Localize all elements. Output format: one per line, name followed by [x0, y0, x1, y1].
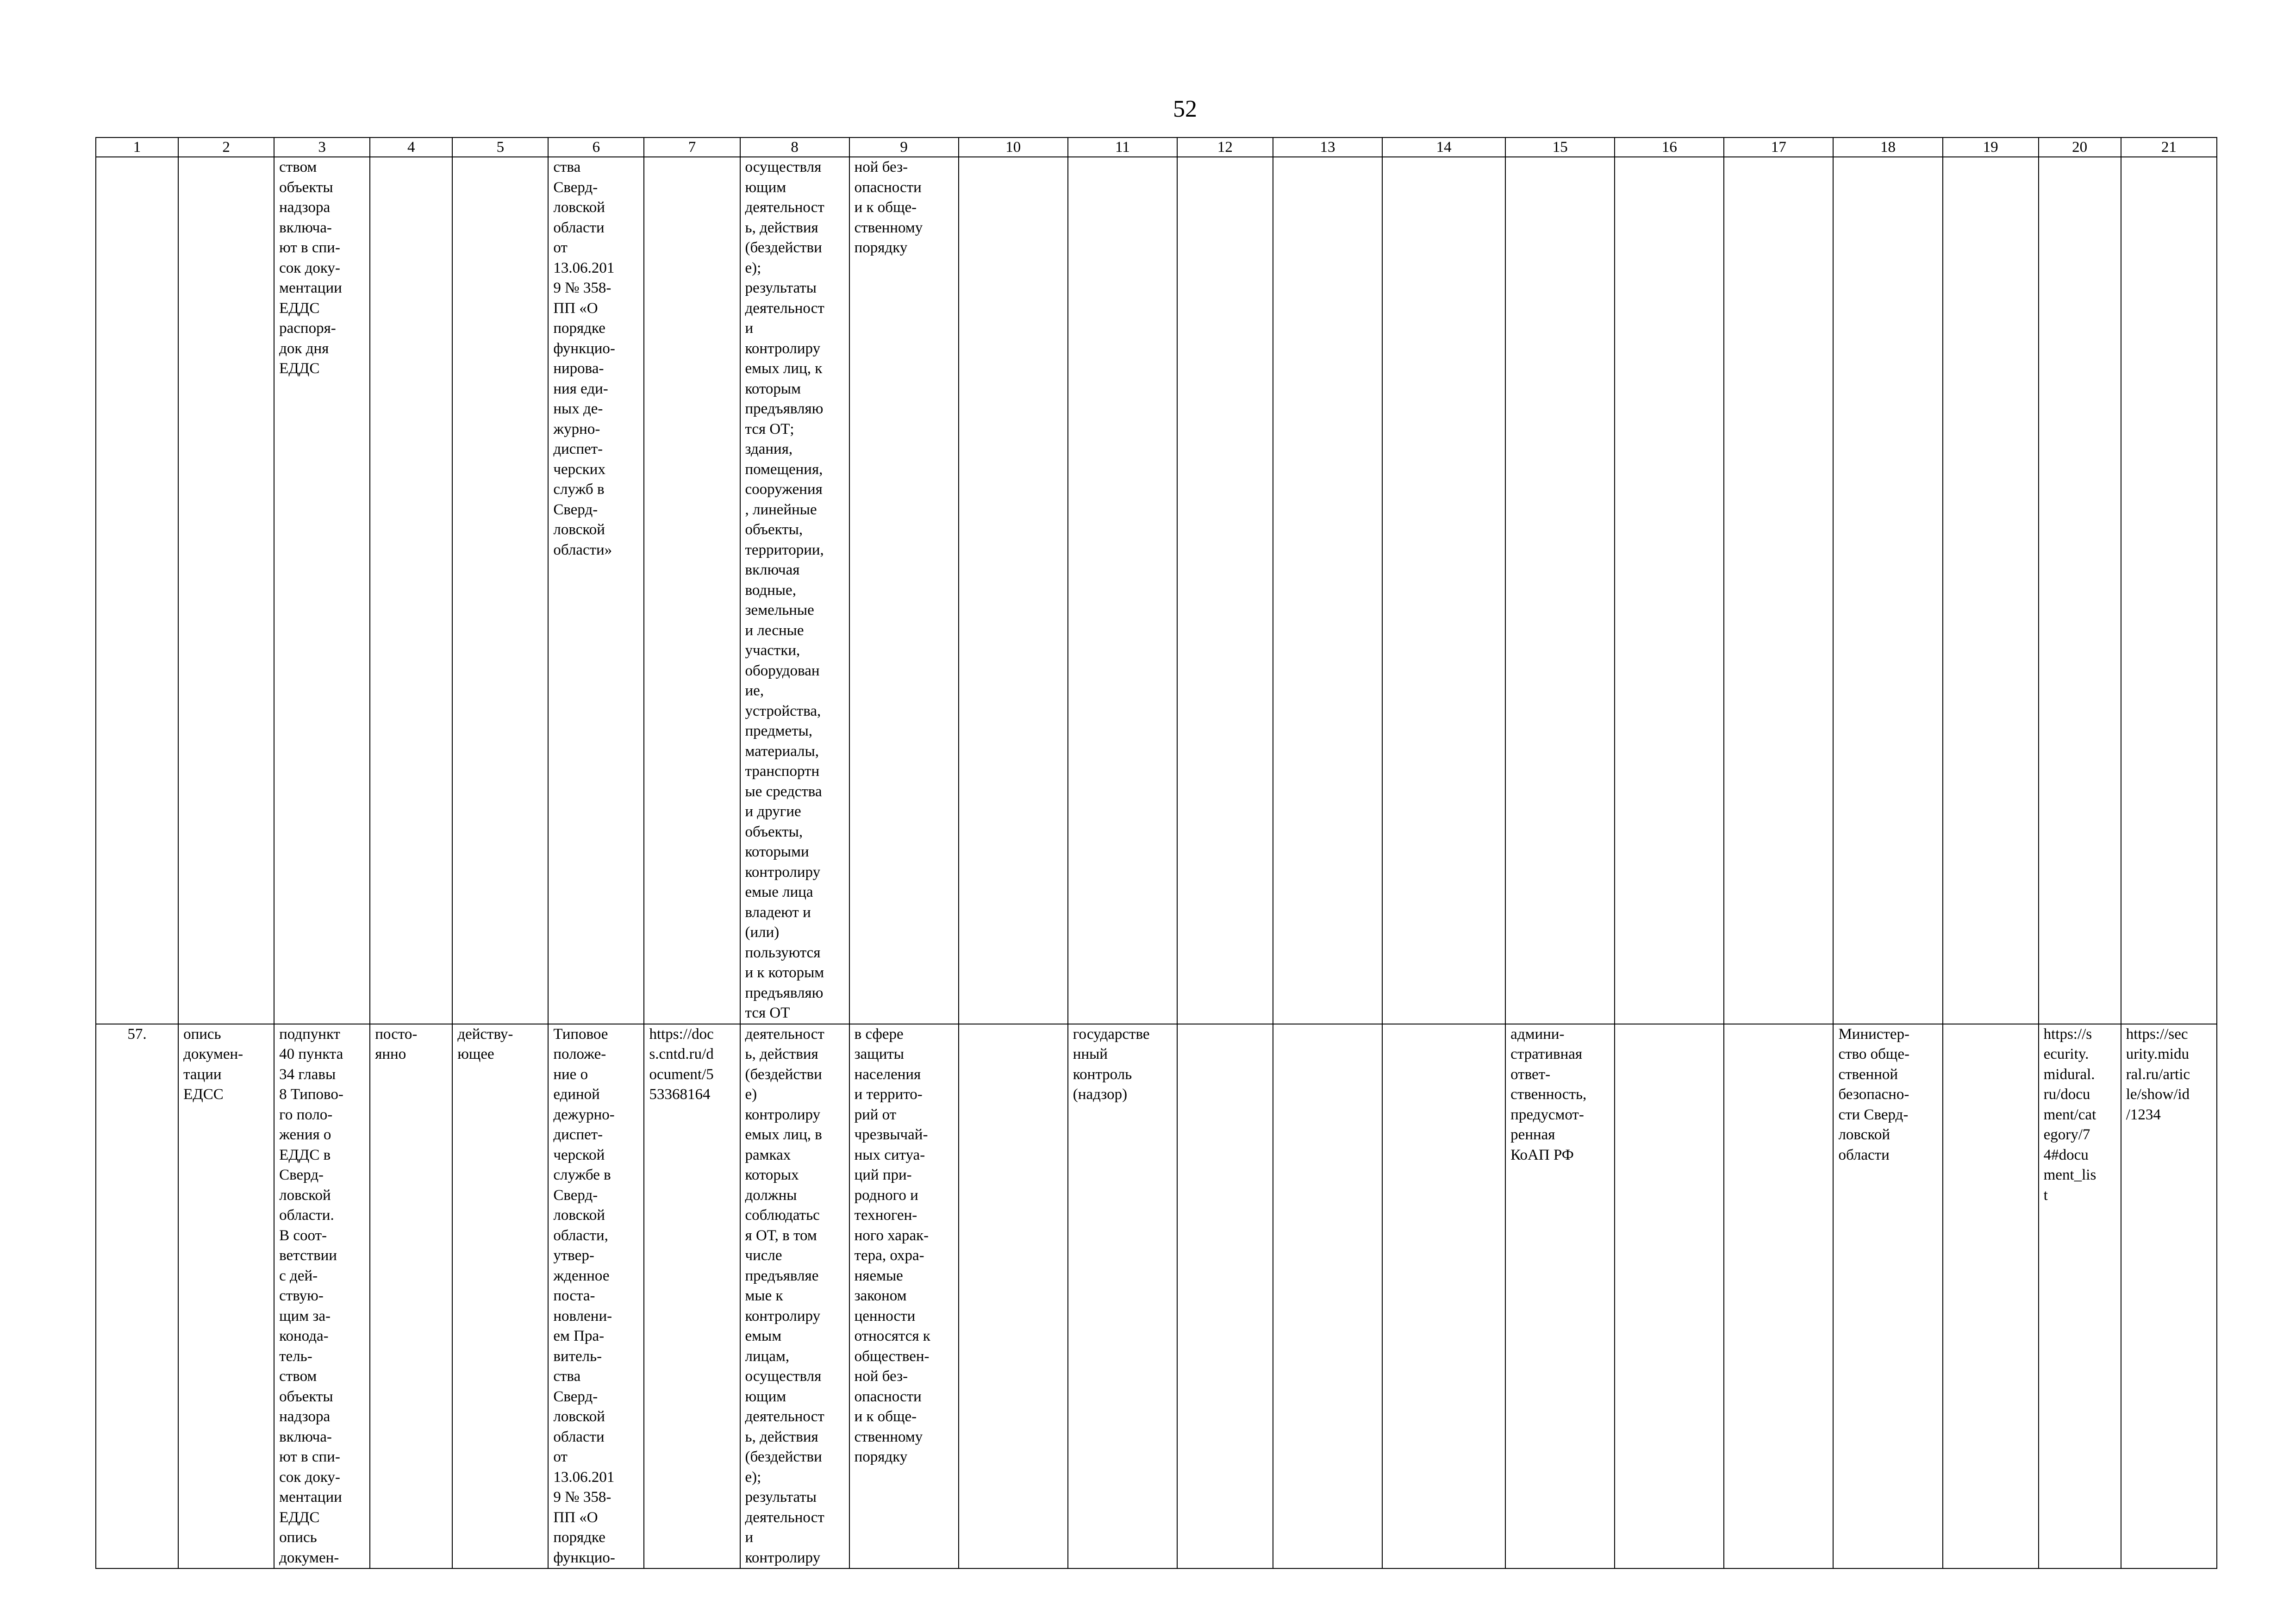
- table-cell: [96, 157, 178, 1024]
- table-cell: [1943, 157, 2039, 1024]
- table-cell: [370, 157, 452, 1024]
- column-header: 3: [274, 137, 370, 157]
- column-header: 21: [2121, 137, 2217, 157]
- table-cell: [1833, 157, 1942, 1024]
- table-cell: деятельност ь, действия (бездействи е) контролиру емых лиц, в рамках которых должны соблюдатьс я ОТ, в том числе предъявляе мые к контролиру емым лицам, осуществля ющим деятельност ь, действия (бездействи е); результаты деятельност и контролиру: [740, 1024, 849, 1569]
- column-header: 16: [1615, 137, 1724, 157]
- table-cell: [178, 157, 274, 1024]
- table-cell: [1177, 1024, 1273, 1569]
- table-cell: [1273, 157, 1382, 1024]
- table-cell: государстве нный контроль (надзор): [1068, 1024, 1177, 1569]
- table-cell: [1724, 1024, 1833, 1569]
- table-cell: [1068, 157, 1177, 1024]
- column-header: 6: [548, 137, 644, 157]
- column-header: 20: [2039, 137, 2121, 157]
- column-header: 13: [1273, 137, 1382, 157]
- table-cell: ной без- опасности и к обще- ственному порядку: [849, 157, 959, 1024]
- column-header: 10: [959, 137, 1068, 157]
- table-cell[interactable]: https://doc s.cntd.ru/d ocument/5 53368164: [644, 1024, 740, 1569]
- table-cell: [1943, 1024, 2039, 1569]
- table-cell: осуществля ющим деятельност ь, действия (бездействи е); результаты деятельност и контролиру емых лиц, к которым предъявляю тся ОТ; здания, помещения, сооружения , линейные объекты, территории, включая водные, земельные и лесные участки, оборудован ие, устройства, предметы, материалы, транспортн ые средства и другие объекты, которыми контролиру емые лица владеют и (или) пользуются и к которым предъявляю тся ОТ: [740, 157, 849, 1024]
- column-header: 18: [1833, 137, 1942, 157]
- table-cell: [2039, 157, 2121, 1024]
- table-cell: [1615, 157, 1724, 1024]
- table-cell: [1177, 157, 1273, 1024]
- column-header: 14: [1382, 137, 1505, 157]
- table-cell: опись докумен- тации ЕДСС: [178, 1024, 274, 1569]
- column-header: 4: [370, 137, 452, 157]
- table-cell: [1382, 1024, 1505, 1569]
- table-cell: [1724, 157, 1833, 1024]
- column-header: 1: [96, 137, 178, 157]
- table-cell: посто- янно: [370, 1024, 452, 1569]
- table-cell: [959, 157, 1068, 1024]
- table-cell: [1273, 1024, 1382, 1569]
- column-header: 5: [452, 137, 548, 157]
- table-cell: админи- стративная ответ- ственность, предусмот- ренная КоАП РФ: [1505, 1024, 1615, 1569]
- table-row: [96, 157, 2217, 1024]
- table-cell: [644, 157, 740, 1024]
- table-cell[interactable]: https://sec urity.midu ral.ru/artic le/show/id /1234: [2121, 1024, 2217, 1569]
- column-header: 17: [1724, 137, 1833, 157]
- column-header: 2: [178, 137, 274, 157]
- table-cell[interactable]: https://s ecurity. midural. ru/docu ment/cat egory/7 4#docu ment_lis t: [2039, 1024, 2121, 1569]
- table-row: [96, 1024, 2217, 1569]
- table-cell: 57.: [96, 1024, 178, 1569]
- page-number: 52: [1173, 96, 1197, 122]
- column-header: 8: [740, 137, 849, 157]
- column-number-row: [96, 137, 2217, 157]
- register-table: [95, 137, 2217, 1569]
- table-cell: [1382, 157, 1505, 1024]
- table-cell: действу- ющее: [452, 1024, 548, 1569]
- table-cell: [452, 157, 548, 1024]
- table-cell: Министер- ство обще- ственной безопасно- сти Сверд- ловской области: [1833, 1024, 1942, 1569]
- table-cell: Типовое положе- ние о единой дежурно- диспет- черской службе в Сверд- ловской области, утвер- жденное поста- новлени- ем Пра- витель- ства Сверд- ловской области от 13.06.201 9 № 358- ПП «О порядке функцио-: [548, 1024, 644, 1569]
- table-cell: подпункт 40 пункта 34 главы 8 Типово- го поло- жения о ЕДДС в Сверд- ловской области. В соот- ветствии с дей- ствую- щим за- конода- тель- ством объекты надзора включа- ют в спи- сок доку- ментации ЕДДС опись докумен-: [274, 1024, 370, 1569]
- table-cell: [959, 1024, 1068, 1569]
- table-cell: ством объекты надзора включа- ют в спи- сок доку- ментации ЕДДС распоря- док дня ЕДДС: [274, 157, 370, 1024]
- table-cell: [2121, 157, 2217, 1024]
- table-cell: [1615, 1024, 1724, 1569]
- column-header: 9: [849, 137, 959, 157]
- table-cell: в сфере защиты населения и террито- рий от чрезвычай- ных ситуа- ций при- родного и техноген- ного харак- тера, охра- няемые законом ценности относятся к обществен- ной без- опасности и к обще- ственному порядку: [849, 1024, 959, 1569]
- column-header: 19: [1943, 137, 2039, 157]
- table-cell: [1505, 157, 1615, 1024]
- column-header: 7: [644, 137, 740, 157]
- table-cell: ства Сверд- ловской области от 13.06.201 9 № 358- ПП «О порядке функцио- нирова- ния еди- ных де- журно- диспет- черских служб в Сверд- ловской области»: [548, 157, 644, 1024]
- column-header: 12: [1177, 137, 1273, 157]
- column-header: 11: [1068, 137, 1177, 157]
- column-header: 15: [1505, 137, 1615, 157]
